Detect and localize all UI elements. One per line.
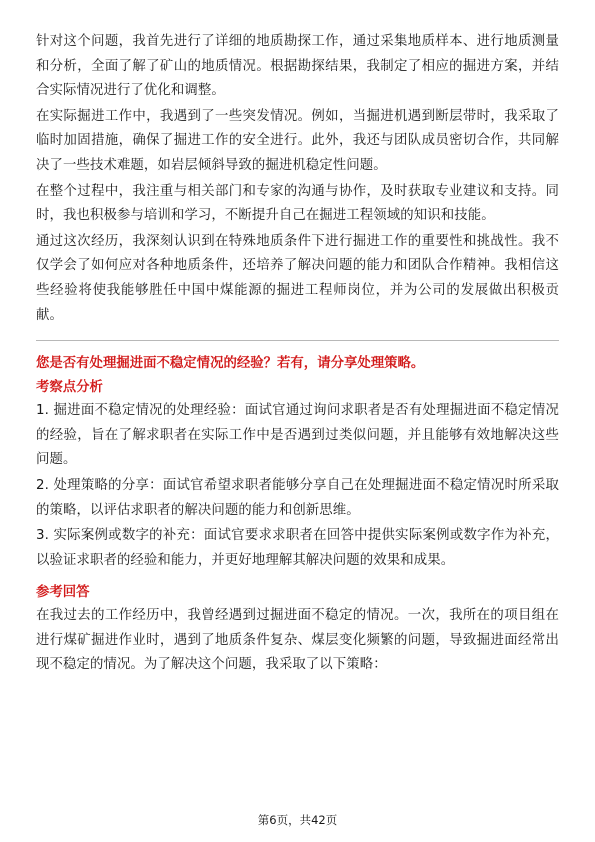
analysis-item: 2. 处理策略的分享：面试官希望求职者能够分享自己在处理掘进面不稳定情况时所采取的策略，以评估求职者的解决问题的能力和创新思维。 — [36, 477, 559, 518]
intro-paragraph: 在整个过程中，我注重与相关部门和专家的沟通与协作，及时获取专业建议和支持。同时，我也积极参与培训和学习，不断提升自己在掘进工程领域的知识和技能。 — [36, 183, 559, 224]
section-divider — [36, 340, 559, 341]
interview-question: 您是否有处理掘进面不稳定情况的经验？若有，请分享处理策略。 — [36, 356, 425, 372]
intro-paragraph: 针对这个问题，我首先进行了详细的地质勘探工作，通过采集地质样本、进行地质测量和分析，全面了解了矿山的地质情况。根据勘探结果，我制定了相应的掘进方案，并结合实际情况进行了优化和调整。 — [36, 34, 559, 99]
reference-heading: 参考回答 — [36, 585, 90, 601]
analysis-item: 3. 实际案例或数字的补充：面试官要求求职者在回答中提供实际案例或数字作为补充，以验证求职者的经验和能力，并更好地理解其解决问题的效果和成果。 — [36, 528, 559, 568]
reference-paragraph: 在我过去的工作经历中，我曾经遇到过掘进面不稳定的情况。一次，我所在的项目组在进行煤矿掘进作业时，遇到了地质条件复杂、煤层变化频繁的问题，导致掘进面经常出现不稳定的情况。为了解决这个问题，我采取了以下策略： — [36, 608, 559, 673]
analysis-heading: 考察点分析 — [36, 380, 103, 396]
page-content — [36, 30, 559, 678]
analysis-item: 1. 掘进面不稳定情况的处理经验：面试官通过询问求职者是否有处理掘进面不稳定情况的经验，旨在了解求职者在实际工作中是否遇到过类似问题，并且能够有效地解决这些问题。 — [36, 403, 559, 468]
intro-paragraph: 在实际掘进工作中，我遇到了一些突发情况。例如，当掘进机遇到断层带时，我采取了临时加固措施，确保了掘进工作的安全进行。此外，我还与团队成员密切合作，共同解决了一些技术难题，如岩层倾斜导致的掘进机稳定性问题。 — [36, 108, 559, 173]
page-number: 第6页，共42页 — [257, 813, 338, 827]
intro-paragraph: 通过这次经历，我深刻认识到在特殊地质条件下进行掘进工作的重要性和挑战性。我不仅学会了如何应对各种地质条件，还培养了解决问题的能力和团队合作精神。我相信这些经验将使我能够胜任中国中煤能源的掘进工程师岗位，并为公司的发展做出积极贡献。 — [36, 233, 559, 323]
